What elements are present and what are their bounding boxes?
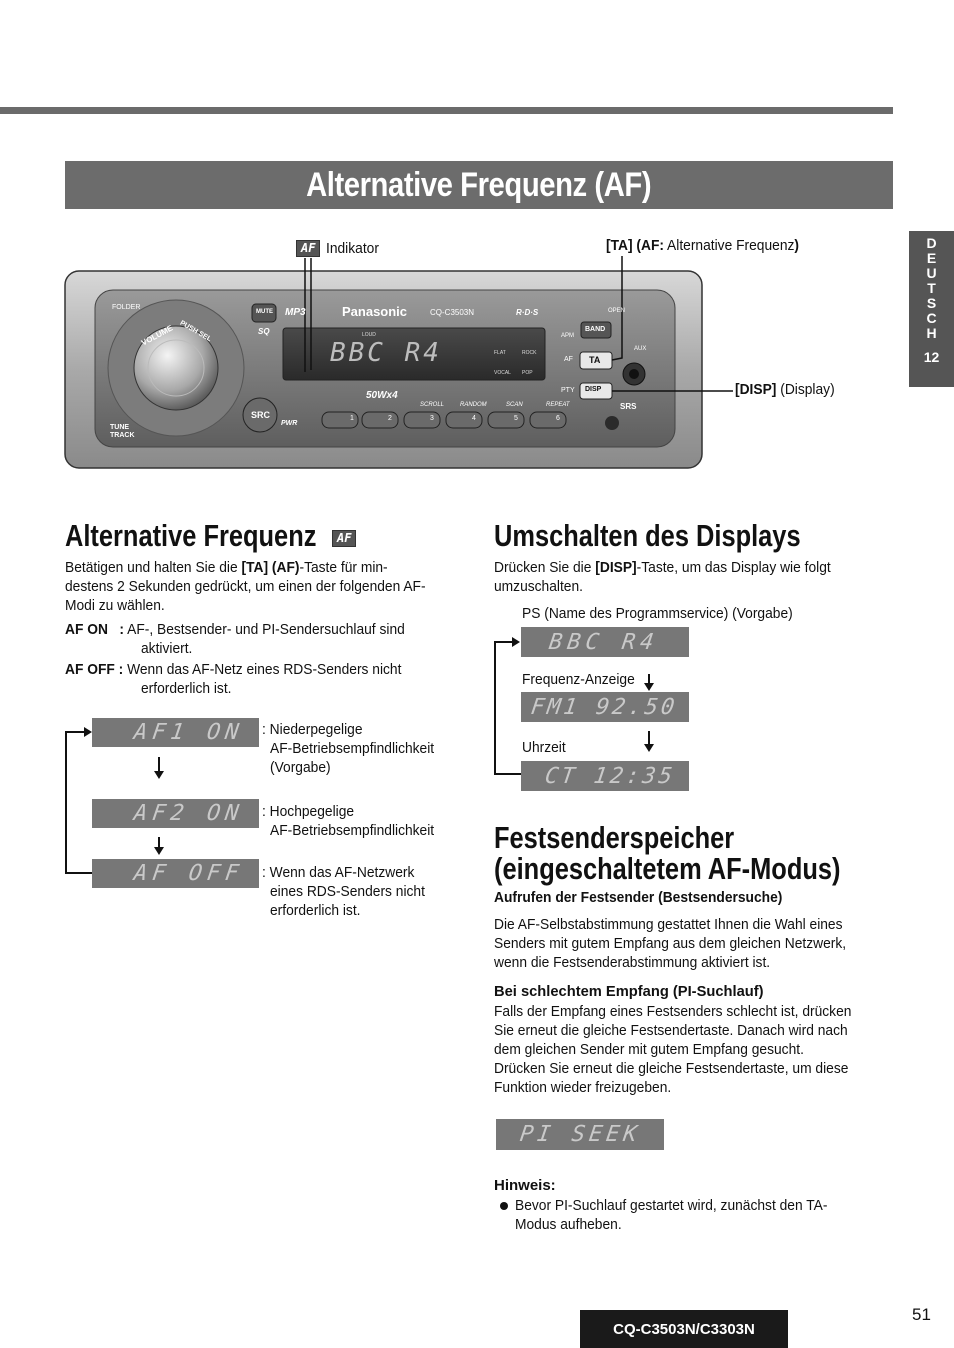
preset-label: 2 (388, 415, 392, 422)
language-tab-number: 12 (923, 349, 940, 365)
lcd-rock: ROCK (522, 350, 537, 356)
section-heading-presets-line1: Festsenderspeicher (494, 820, 735, 855)
af-mode-desc: : Wenn das AF-Netzwerk eines RDS-Senders nicht erforderlich ist. (262, 864, 425, 919)
af-mode-display: AF1 ON (92, 718, 259, 747)
model-footer-badge: CQ-C3503N/C3303N (580, 1310, 788, 1348)
disp-callout-text: (Display) (776, 381, 835, 398)
ta-callout-text: Alternative Frequenz (663, 237, 795, 254)
sq-label: SQ (258, 327, 270, 336)
preset-label: 6 (556, 415, 560, 422)
section-heading-presets (494, 822, 841, 884)
af-mode-display: AF2 ON (92, 799, 259, 828)
preset-function-label: RANDOM (460, 402, 487, 408)
folder-label: FOLDER (112, 304, 141, 311)
af-heading-badge: AF (332, 530, 356, 547)
note-bullet (500, 1202, 508, 1210)
rds-logo: R·D·S (516, 308, 539, 317)
step-arrow (644, 744, 654, 752)
time-label: Uhrzeit (522, 739, 566, 756)
cycle-line (65, 731, 85, 733)
page-number: 51 (912, 1305, 931, 1324)
section-heading-presets-line2: (eingeschaltetem AF-Modus) (494, 851, 841, 886)
disp-button-label: DISP (585, 386, 602, 393)
page-title: Alternative Frequenz (AF) (306, 165, 652, 204)
mp3-logo: MP3 (285, 307, 306, 318)
lcd-flat: FLAT (494, 350, 506, 356)
af-device-label: AF (564, 356, 573, 363)
note-heading: Hinweis: (494, 1177, 556, 1194)
src-label: SRC (251, 410, 271, 420)
lcd-vocal: VOCAL (494, 370, 511, 376)
af-on-def: AF ON : AF-, Bestsender- und PI-Sendersuchlauf sind aktiviert. (65, 621, 405, 657)
disp-callout-bold: [DISP] (735, 381, 777, 398)
pty-label: PTY (561, 387, 575, 394)
para-best-station: Die AF-Selbstabstimmung gestattet Ihnen die Wahl eines Senders mit gutem Empfang aus dem gleichen Netzwerk, wenn die Festsenderabstimmung aktiviert ist. (494, 916, 847, 971)
subheading-pi-seek: Bei schlechtem Empfang (PI-Suchlauf) (494, 983, 764, 1000)
step-line (648, 731, 650, 745)
volume-label: VOLUME (139, 323, 175, 348)
lcd-pop: POP (522, 370, 533, 376)
af-mode-desc: : Niederpegelige AF-Betriebsempfindlichkeit (Vorgabe) (262, 721, 435, 776)
section-heading-af-text: Alternative Frequenz (65, 518, 317, 553)
af-off-label: AF OFF : (65, 661, 124, 678)
step-arrow (154, 847, 164, 855)
af-off-def: AF OFF : Wenn das AF-Netz eines RDS-Senders nicht erforderlich ist. (65, 661, 402, 697)
section-heading-display: Umschalten des Displays (494, 518, 801, 553)
lcd-main-text: BBC R4 (330, 338, 442, 368)
note-text: Bevor PI-Suchlauf gestartet wird, zunächst den TA- Modus aufheben. (515, 1197, 828, 1233)
af-intro: Betätigen und halten Sie die [TA] (AF)-Taste für min- destens 2 Sekunden gedrückt, um einen der folgenden AF- Modi zu wählen. (65, 559, 426, 614)
display-freq: FM1 92.50 (521, 692, 689, 722)
step-arrow (154, 771, 164, 779)
cycle-line (494, 773, 521, 775)
pwr-label: PWR (281, 420, 298, 427)
preset-label: 1 (350, 415, 354, 422)
cycle-line (65, 872, 92, 874)
display-intro: Drücken Sie die [DISP]-Taste, um das Display wie folgt umzuschalten. (494, 559, 831, 595)
device-labels (0, 0, 954, 500)
af-indicator-badge: AF (296, 240, 320, 257)
model-label: CQ-C3503N (430, 308, 475, 317)
display-pi-seek: PI SEEK (496, 1119, 664, 1150)
af-mode-desc: : Hochpegelige AF-Betriebsempfindlichkeit (262, 803, 435, 839)
power-rating-label: 50Wx4 (366, 390, 398, 401)
para-pi-seek: Falls der Empfang eines Festsenders schlecht ist, drücken Sie erneut die gleiche Festsendertaste. Danach wird nach dem gleichen Sender mit gutem Empfang gesucht. Drücken Sie erneut die gleiche Festsendertaste, um diese Funktion wieder freizugeben. (494, 1003, 852, 1096)
cycle-arrowhead-right (512, 637, 520, 647)
lcd-loud: LOUD (362, 332, 376, 338)
display-time: CT 12:35 (521, 761, 689, 791)
preset-label: 3 (430, 415, 434, 422)
ps-label: PS (Name des Programmservice) (Vorgabe) (522, 605, 793, 622)
section-heading-af (65, 520, 316, 552)
cycle-line (494, 641, 513, 643)
cycle-line (65, 731, 67, 873)
preset-function-label: SCROLL (420, 402, 445, 408)
ta-button-label: TA (589, 355, 601, 365)
preset-label: 4 (472, 415, 476, 422)
apm-label: APM (561, 333, 575, 339)
preset-function-label: REPEAT (546, 402, 570, 408)
language-tab-letters: DEUTSCH (926, 235, 937, 341)
mute-label: MUTE (256, 309, 273, 315)
af-mode-display: AF OFF (92, 859, 259, 888)
af-on-label: AF ON : (65, 621, 125, 638)
brand-logo: Panasonic (342, 304, 408, 319)
preset-function-label: SCAN (506, 402, 523, 408)
step-arrow (644, 683, 654, 691)
ta-callout-bold: [TA] (AF: (606, 237, 664, 254)
step-line (158, 757, 160, 772)
open-label: OPEN (608, 308, 626, 314)
af-indicator-label: Indikator (326, 240, 380, 257)
cycle-arrowhead-right (84, 727, 92, 737)
push-sel-label: PUSH SEL (178, 319, 213, 344)
ta-callout-close: ) (794, 237, 799, 254)
freq-label: Frequenz-Anzeige (522, 671, 635, 688)
display-ps: BBC R4 (521, 627, 689, 657)
subheading-best-station: Aufrufen der Festsender (Bestsendersuche) (494, 889, 783, 906)
preset-label: 5 (514, 415, 518, 422)
band-label: BAND (585, 326, 606, 333)
aux-label: AUX (634, 346, 647, 352)
tune-track-label: TUNE TRACK (110, 424, 135, 439)
cycle-line (494, 641, 496, 774)
srs-logo: SRS (620, 402, 637, 411)
